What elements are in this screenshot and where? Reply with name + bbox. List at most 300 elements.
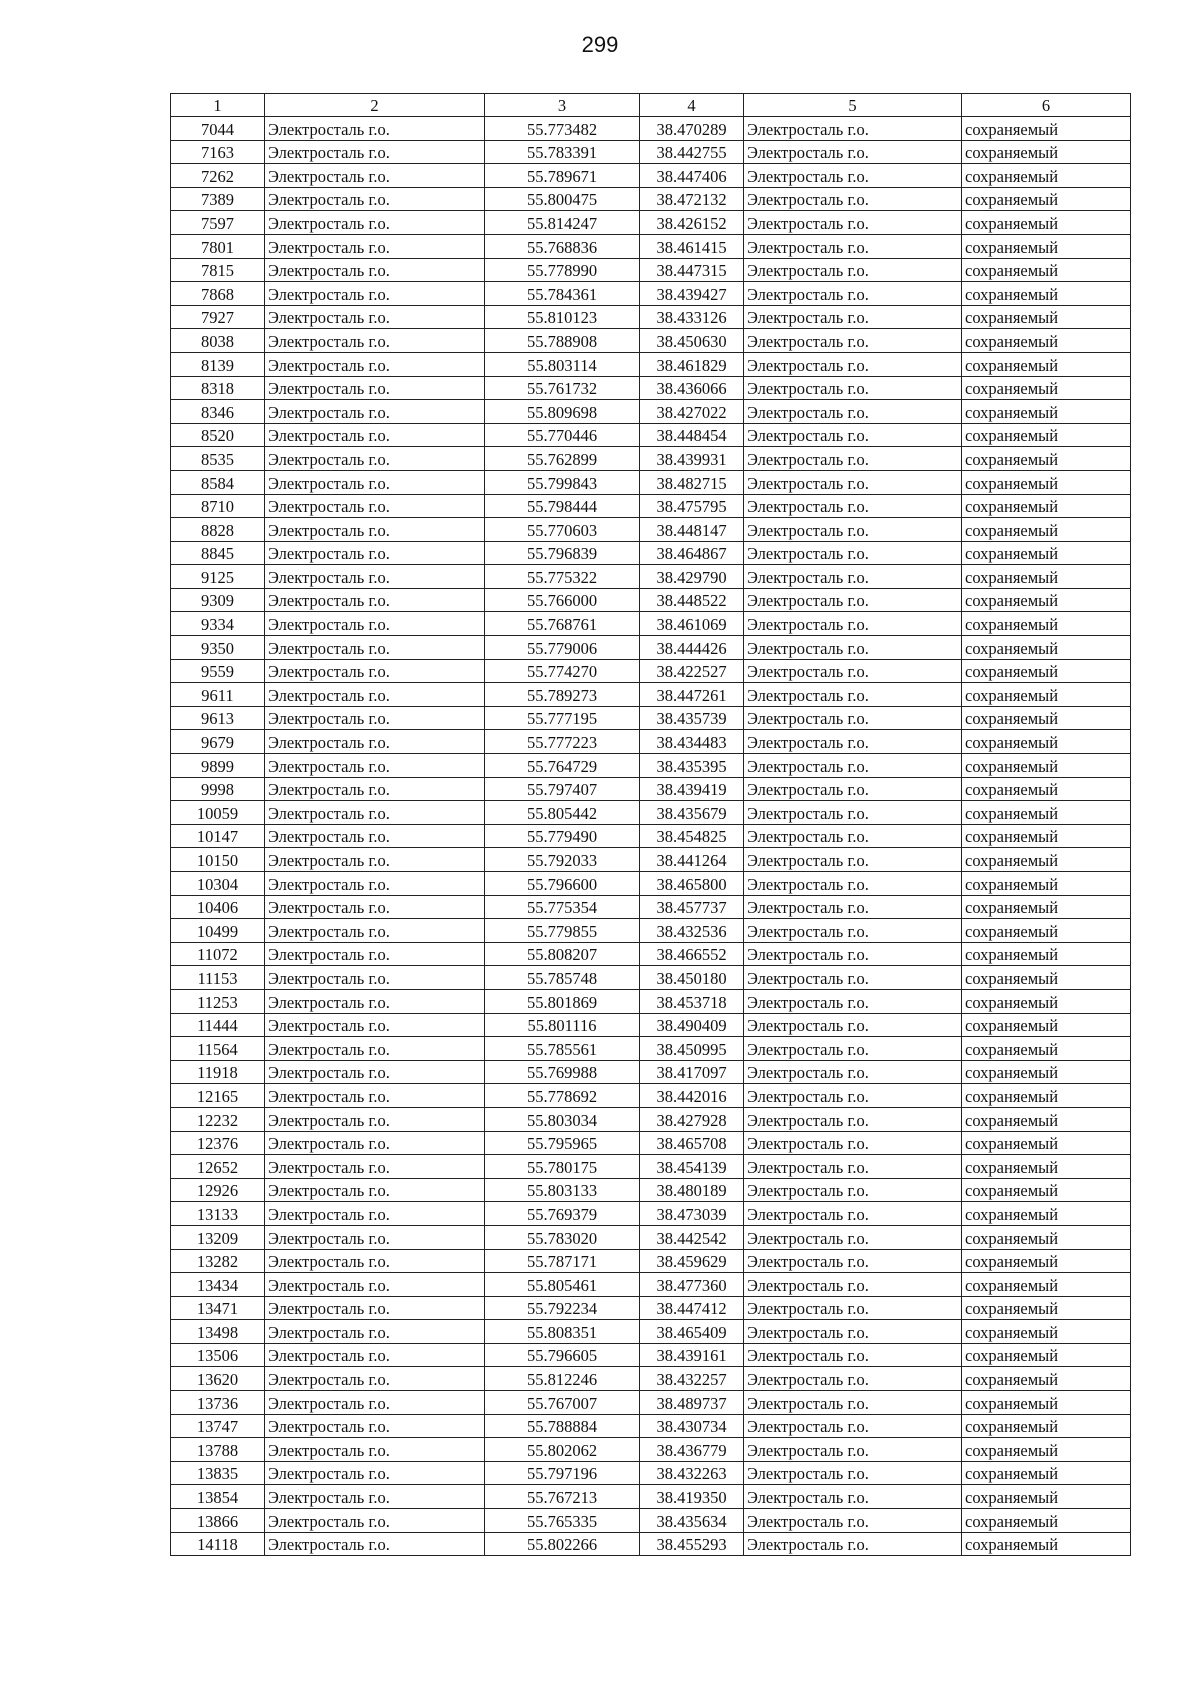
status-cell: сохраняемый <box>962 659 1131 683</box>
location-cell: Электросталь г.о. <box>744 352 962 376</box>
municipality-cell: Электросталь г.о. <box>265 423 485 447</box>
longitude-cell: 38.429790 <box>640 565 744 589</box>
row-id-cell: 7389 <box>171 187 265 211</box>
table-row <box>171 187 1131 211</box>
row-id-cell: 7927 <box>171 305 265 329</box>
location-cell: Электросталь г.о. <box>744 282 962 306</box>
data-table <box>170 93 1131 1556</box>
table-row <box>171 659 1131 683</box>
longitude-cell: 38.447412 <box>640 1296 744 1320</box>
latitude-cell: 55.777223 <box>485 730 640 754</box>
municipality-cell: Электросталь г.о. <box>265 187 485 211</box>
location-cell: Электросталь г.о. <box>744 989 962 1013</box>
status-cell: сохраняемый <box>962 1225 1131 1249</box>
table-row <box>171 423 1131 447</box>
row-id-cell: 9334 <box>171 612 265 636</box>
latitude-cell: 55.761732 <box>485 376 640 400</box>
location-cell: Электросталь г.о. <box>744 1249 962 1273</box>
latitude-cell: 55.789273 <box>485 683 640 707</box>
row-id-cell: 9613 <box>171 706 265 730</box>
status-cell: сохраняемый <box>962 1509 1131 1533</box>
latitude-cell: 55.788908 <box>485 329 640 353</box>
longitude-cell: 38.453718 <box>640 989 744 1013</box>
status-cell: сохраняемый <box>962 1320 1131 1344</box>
status-cell: сохраняемый <box>962 423 1131 447</box>
table-row <box>171 1107 1131 1131</box>
longitude-cell: 38.444426 <box>640 636 744 660</box>
longitude-cell: 38.439931 <box>640 447 744 471</box>
table-row <box>171 801 1131 825</box>
status-cell: сохраняемый <box>962 282 1131 306</box>
table-row <box>171 1155 1131 1179</box>
row-id-cell: 11564 <box>171 1037 265 1061</box>
table-row <box>171 730 1131 754</box>
row-id-cell: 10059 <box>171 801 265 825</box>
row-id-cell: 13133 <box>171 1202 265 1226</box>
row-id-cell: 7163 <box>171 140 265 164</box>
status-cell: сохраняемый <box>962 730 1131 754</box>
row-id-cell: 8038 <box>171 329 265 353</box>
location-cell: Электросталь г.о. <box>744 258 962 282</box>
municipality-cell: Электросталь г.о. <box>265 1367 485 1391</box>
location-cell: Электросталь г.о. <box>744 1225 962 1249</box>
latitude-cell: 55.765335 <box>485 1509 640 1533</box>
location-cell: Электросталь г.о. <box>744 1131 962 1155</box>
row-id-cell: 11072 <box>171 942 265 966</box>
municipality-cell: Электросталь г.о. <box>265 801 485 825</box>
municipality-cell: Электросталь г.о. <box>265 942 485 966</box>
municipality-cell: Электросталь г.о. <box>265 282 485 306</box>
status-cell: сохраняемый <box>962 777 1131 801</box>
latitude-cell: 55.814247 <box>485 211 640 235</box>
latitude-cell: 55.797407 <box>485 777 640 801</box>
latitude-cell: 55.801116 <box>485 1013 640 1037</box>
longitude-cell: 38.448454 <box>640 423 744 447</box>
location-cell: Электросталь г.о. <box>744 1438 962 1462</box>
status-cell: сохраняемый <box>962 801 1131 825</box>
longitude-cell: 38.439427 <box>640 282 744 306</box>
municipality-cell: Электросталь г.о. <box>265 470 485 494</box>
municipality-cell: Электросталь г.о. <box>265 1273 485 1297</box>
row-id-cell: 8346 <box>171 400 265 424</box>
latitude-cell: 55.812246 <box>485 1367 640 1391</box>
row-id-cell: 13788 <box>171 1438 265 1462</box>
status-cell: сохраняемый <box>962 1532 1131 1556</box>
row-id-cell: 7868 <box>171 282 265 306</box>
municipality-cell: Электросталь г.о. <box>265 1532 485 1556</box>
row-id-cell: 9309 <box>171 588 265 612</box>
status-cell: сохраняемый <box>962 754 1131 778</box>
status-cell: сохраняемый <box>962 1155 1131 1179</box>
longitude-cell: 38.439161 <box>640 1343 744 1367</box>
row-id-cell: 9559 <box>171 659 265 683</box>
table-row <box>171 305 1131 329</box>
longitude-cell: 38.432257 <box>640 1367 744 1391</box>
latitude-cell: 55.774270 <box>485 659 640 683</box>
latitude-cell: 55.802062 <box>485 1438 640 1462</box>
status-cell: сохраняемый <box>962 872 1131 896</box>
longitude-cell: 38.432263 <box>640 1461 744 1485</box>
row-id-cell: 8845 <box>171 541 265 565</box>
location-cell: Электросталь г.о. <box>744 305 962 329</box>
municipality-cell: Электросталь г.о. <box>265 919 485 943</box>
location-cell: Электросталь г.о. <box>744 1296 962 1320</box>
table-row <box>171 1037 1131 1061</box>
municipality-cell: Электросталь г.о. <box>265 164 485 188</box>
row-id-cell: 12376 <box>171 1131 265 1155</box>
row-id-cell: 13471 <box>171 1296 265 1320</box>
latitude-cell: 55.798444 <box>485 494 640 518</box>
municipality-cell: Электросталь г.о. <box>265 754 485 778</box>
location-cell: Электросталь г.о. <box>744 1391 962 1415</box>
location-cell: Электросталь г.о. <box>744 1037 962 1061</box>
longitude-cell: 38.454139 <box>640 1155 744 1179</box>
location-cell: Электросталь г.о. <box>744 1485 962 1509</box>
latitude-cell: 55.803114 <box>485 352 640 376</box>
municipality-cell: Электросталь г.о. <box>265 518 485 542</box>
table-row <box>171 164 1131 188</box>
location-cell: Электросталь г.о. <box>744 754 962 778</box>
municipality-cell: Электросталь г.о. <box>265 211 485 235</box>
municipality-cell: Электросталь г.о. <box>265 989 485 1013</box>
table-row <box>171 494 1131 518</box>
longitude-cell: 38.433126 <box>640 305 744 329</box>
location-cell: Электросталь г.о. <box>744 706 962 730</box>
longitude-cell: 38.482715 <box>640 470 744 494</box>
row-id-cell: 9350 <box>171 636 265 660</box>
table-row <box>171 683 1131 707</box>
location-cell: Электросталь г.о. <box>744 801 962 825</box>
latitude-cell: 55.796600 <box>485 872 640 896</box>
location-cell: Электросталь г.о. <box>744 824 962 848</box>
row-id-cell: 13747 <box>171 1414 265 1438</box>
row-id-cell: 11253 <box>171 989 265 1013</box>
row-id-cell: 13209 <box>171 1225 265 1249</box>
municipality-cell: Электросталь г.о. <box>265 352 485 376</box>
longitude-cell: 38.436066 <box>640 376 744 400</box>
table-row <box>171 966 1131 990</box>
page-number: 299 <box>581 32 619 57</box>
status-cell: сохраняемый <box>962 1296 1131 1320</box>
table-row <box>171 447 1131 471</box>
row-id-cell: 9611 <box>171 683 265 707</box>
location-cell: Электросталь г.о. <box>744 848 962 872</box>
status-cell: сохраняемый <box>962 1438 1131 1462</box>
latitude-cell: 55.764729 <box>485 754 640 778</box>
municipality-cell: Электросталь г.о. <box>265 1485 485 1509</box>
latitude-cell: 55.769379 <box>485 1202 640 1226</box>
municipality-cell: Электросталь г.о. <box>265 117 485 141</box>
row-id-cell: 8318 <box>171 376 265 400</box>
municipality-cell: Электросталь г.о. <box>265 777 485 801</box>
longitude-cell: 38.455293 <box>640 1532 744 1556</box>
status-cell: сохраняемый <box>962 140 1131 164</box>
table-row <box>171 1367 1131 1391</box>
location-cell: Электросталь г.о. <box>744 470 962 494</box>
latitude-cell: 55.808351 <box>485 1320 640 1344</box>
latitude-cell: 55.787171 <box>485 1249 640 1273</box>
table-row <box>171 565 1131 589</box>
longitude-cell: 38.435679 <box>640 801 744 825</box>
table-row <box>171 919 1131 943</box>
table-row <box>171 848 1131 872</box>
location-cell: Электросталь г.о. <box>744 942 962 966</box>
latitude-cell: 55.779490 <box>485 824 640 848</box>
location-cell: Электросталь г.о. <box>744 400 962 424</box>
row-id-cell: 8584 <box>171 470 265 494</box>
location-cell: Электросталь г.о. <box>744 659 962 683</box>
latitude-cell: 55.767213 <box>485 1485 640 1509</box>
municipality-cell: Электросталь г.о. <box>265 541 485 565</box>
latitude-cell: 55.801869 <box>485 989 640 1013</box>
location-cell: Электросталь г.о. <box>744 636 962 660</box>
longitude-cell: 38.466552 <box>640 942 744 966</box>
status-cell: сохраняемый <box>962 447 1131 471</box>
longitude-cell: 38.436779 <box>640 1438 744 1462</box>
municipality-cell: Электросталь г.о. <box>265 683 485 707</box>
table-row <box>171 258 1131 282</box>
latitude-cell: 55.810123 <box>485 305 640 329</box>
municipality-cell: Электросталь г.о. <box>265 1202 485 1226</box>
status-cell: сохраняемый <box>962 1343 1131 1367</box>
latitude-cell: 55.779855 <box>485 919 640 943</box>
status-cell: сохраняемый <box>962 1391 1131 1415</box>
location-cell: Электросталь г.о. <box>744 683 962 707</box>
municipality-cell: Электросталь г.о. <box>265 706 485 730</box>
location-cell: Электросталь г.о. <box>744 1273 962 1297</box>
municipality-cell: Электросталь г.о. <box>265 1060 485 1084</box>
row-id-cell: 11444 <box>171 1013 265 1037</box>
latitude-cell: 55.802266 <box>485 1532 640 1556</box>
row-id-cell: 13866 <box>171 1509 265 1533</box>
location-cell: Электросталь г.о. <box>744 919 962 943</box>
status-cell: сохраняемый <box>962 117 1131 141</box>
location-cell: Электросталь г.о. <box>744 117 962 141</box>
longitude-cell: 38.459629 <box>640 1249 744 1273</box>
municipality-cell: Электросталь г.о. <box>265 966 485 990</box>
latitude-cell: 55.797196 <box>485 1461 640 1485</box>
location-cell: Электросталь г.о. <box>744 1107 962 1131</box>
table-row <box>171 518 1131 542</box>
table-row <box>171 282 1131 306</box>
status-cell: сохраняемый <box>962 187 1131 211</box>
location-cell: Электросталь г.о. <box>744 211 962 235</box>
row-id-cell: 7597 <box>171 211 265 235</box>
municipality-cell: Электросталь г.о. <box>265 1084 485 1108</box>
longitude-cell: 38.442016 <box>640 1084 744 1108</box>
longitude-cell: 38.475795 <box>640 494 744 518</box>
municipality-cell: Электросталь г.о. <box>265 258 485 282</box>
status-cell: сохраняемый <box>962 470 1131 494</box>
location-cell: Электросталь г.о. <box>744 140 962 164</box>
table-row <box>171 942 1131 966</box>
row-id-cell: 10147 <box>171 824 265 848</box>
longitude-cell: 38.450630 <box>640 329 744 353</box>
table-row <box>171 329 1131 353</box>
municipality-cell: Электросталь г.о. <box>265 824 485 848</box>
status-cell: сохраняемый <box>962 1461 1131 1485</box>
municipality-cell: Электросталь г.о. <box>265 872 485 896</box>
status-cell: сохраняемый <box>962 518 1131 542</box>
longitude-cell: 38.430734 <box>640 1414 744 1438</box>
location-cell: Электросталь г.о. <box>744 1532 962 1556</box>
longitude-cell: 38.442542 <box>640 1225 744 1249</box>
longitude-cell: 38.447261 <box>640 683 744 707</box>
status-cell: сохраняемый <box>962 1013 1131 1037</box>
municipality-cell: Электросталь г.о. <box>265 400 485 424</box>
column-header-2: 2 <box>265 94 485 117</box>
location-cell: Электросталь г.о. <box>744 1060 962 1084</box>
latitude-cell: 55.785561 <box>485 1037 640 1061</box>
location-cell: Электросталь г.о. <box>744 966 962 990</box>
latitude-cell: 55.779006 <box>485 636 640 660</box>
latitude-cell: 55.767007 <box>485 1391 640 1415</box>
latitude-cell: 55.803034 <box>485 1107 640 1131</box>
location-cell: Электросталь г.о. <box>744 541 962 565</box>
longitude-cell: 38.489737 <box>640 1391 744 1415</box>
longitude-cell: 38.447406 <box>640 164 744 188</box>
latitude-cell: 55.809698 <box>485 400 640 424</box>
latitude-cell: 55.780175 <box>485 1155 640 1179</box>
table-row <box>171 1178 1131 1202</box>
table-row <box>171 1296 1131 1320</box>
location-cell: Электросталь г.о. <box>744 518 962 542</box>
table-row <box>171 1060 1131 1084</box>
status-cell: сохраняемый <box>962 636 1131 660</box>
column-header-1: 1 <box>171 94 265 117</box>
location-cell: Электросталь г.о. <box>744 494 962 518</box>
longitude-cell: 38.435634 <box>640 1509 744 1533</box>
latitude-cell: 55.778692 <box>485 1084 640 1108</box>
row-id-cell: 8535 <box>171 447 265 471</box>
municipality-cell: Электросталь г.о. <box>265 1296 485 1320</box>
municipality-cell: Электросталь г.о. <box>265 1391 485 1415</box>
municipality-cell: Электросталь г.о. <box>265 494 485 518</box>
municipality-cell: Электросталь г.о. <box>265 1155 485 1179</box>
latitude-cell: 55.770603 <box>485 518 640 542</box>
row-id-cell: 13434 <box>171 1273 265 1297</box>
status-cell: сохраняемый <box>962 1107 1131 1131</box>
longitude-cell: 38.461829 <box>640 352 744 376</box>
table-row <box>171 1320 1131 1344</box>
location-cell: Электросталь г.о. <box>744 1084 962 1108</box>
longitude-cell: 38.480189 <box>640 1178 744 1202</box>
municipality-cell: Электросталь г.о. <box>265 1509 485 1533</box>
status-cell: сохраняемый <box>962 966 1131 990</box>
status-cell: сохраняемый <box>962 211 1131 235</box>
status-cell: сохраняемый <box>962 565 1131 589</box>
table-body <box>171 117 1131 1556</box>
latitude-cell: 55.762899 <box>485 447 640 471</box>
longitude-cell: 38.450180 <box>640 966 744 990</box>
table-row <box>171 1414 1131 1438</box>
status-cell: сохраняемый <box>962 234 1131 258</box>
table-row <box>171 1532 1131 1556</box>
status-cell: сохраняемый <box>962 612 1131 636</box>
longitude-cell: 38.427928 <box>640 1107 744 1131</box>
row-id-cell: 8520 <box>171 423 265 447</box>
longitude-cell: 38.490409 <box>640 1013 744 1037</box>
status-cell: сохраняемый <box>962 1485 1131 1509</box>
row-id-cell: 10499 <box>171 919 265 943</box>
longitude-cell: 38.447315 <box>640 258 744 282</box>
row-id-cell: 8139 <box>171 352 265 376</box>
municipality-cell: Электросталь г.о. <box>265 376 485 400</box>
table-row <box>171 1084 1131 1108</box>
status-cell: сохраняемый <box>962 588 1131 612</box>
row-id-cell: 11153 <box>171 966 265 990</box>
longitude-cell: 38.448147 <box>640 518 744 542</box>
location-cell: Электросталь г.о. <box>744 1013 962 1037</box>
status-cell: сохраняемый <box>962 305 1131 329</box>
latitude-cell: 55.792033 <box>485 848 640 872</box>
latitude-cell: 55.808207 <box>485 942 640 966</box>
longitude-cell: 38.454825 <box>640 824 744 848</box>
status-cell: сохраняемый <box>962 1249 1131 1273</box>
table-row <box>171 754 1131 778</box>
longitude-cell: 38.441264 <box>640 848 744 872</box>
latitude-cell: 55.768761 <box>485 612 640 636</box>
location-cell: Электросталь г.о. <box>744 187 962 211</box>
longitude-cell: 38.472132 <box>640 187 744 211</box>
row-id-cell: 12165 <box>171 1084 265 1108</box>
location-cell: Электросталь г.о. <box>744 376 962 400</box>
table-row <box>171 1461 1131 1485</box>
status-cell: сохраняемый <box>962 989 1131 1013</box>
municipality-cell: Электросталь г.о. <box>265 1414 485 1438</box>
municipality-cell: Электросталь г.о. <box>265 234 485 258</box>
location-cell: Электросталь г.о. <box>744 777 962 801</box>
column-header-3: 3 <box>485 94 640 117</box>
municipality-cell: Электросталь г.о. <box>265 1131 485 1155</box>
location-cell: Электросталь г.о. <box>744 164 962 188</box>
latitude-cell: 55.775322 <box>485 565 640 589</box>
row-id-cell: 14118 <box>171 1532 265 1556</box>
municipality-cell: Электросталь г.о. <box>265 565 485 589</box>
row-id-cell: 8828 <box>171 518 265 542</box>
location-cell: Электросталь г.о. <box>744 234 962 258</box>
location-cell: Электросталь г.о. <box>744 1414 962 1438</box>
row-id-cell: 12926 <box>171 1178 265 1202</box>
row-id-cell: 7815 <box>171 258 265 282</box>
row-id-cell: 9998 <box>171 777 265 801</box>
table-row <box>171 1013 1131 1037</box>
latitude-cell: 55.803133 <box>485 1178 640 1202</box>
status-cell: сохраняемый <box>962 164 1131 188</box>
table-row <box>171 1391 1131 1415</box>
row-id-cell: 12232 <box>171 1107 265 1131</box>
table-row <box>171 777 1131 801</box>
longitude-cell: 38.448522 <box>640 588 744 612</box>
longitude-cell: 38.439419 <box>640 777 744 801</box>
table-row <box>171 1225 1131 1249</box>
longitude-cell: 38.422527 <box>640 659 744 683</box>
location-cell: Электросталь г.о. <box>744 1343 962 1367</box>
row-id-cell: 7262 <box>171 164 265 188</box>
latitude-cell: 55.785748 <box>485 966 640 990</box>
row-id-cell: 9679 <box>171 730 265 754</box>
row-id-cell: 10150 <box>171 848 265 872</box>
latitude-cell: 55.796605 <box>485 1343 640 1367</box>
table-row <box>171 1438 1131 1462</box>
table-row <box>171 1273 1131 1297</box>
latitude-cell: 55.770446 <box>485 423 640 447</box>
status-cell: сохраняемый <box>962 942 1131 966</box>
longitude-cell: 38.426152 <box>640 211 744 235</box>
municipality-cell: Электросталь г.о. <box>265 1107 485 1131</box>
table-row <box>171 1485 1131 1509</box>
latitude-cell: 55.769988 <box>485 1060 640 1084</box>
